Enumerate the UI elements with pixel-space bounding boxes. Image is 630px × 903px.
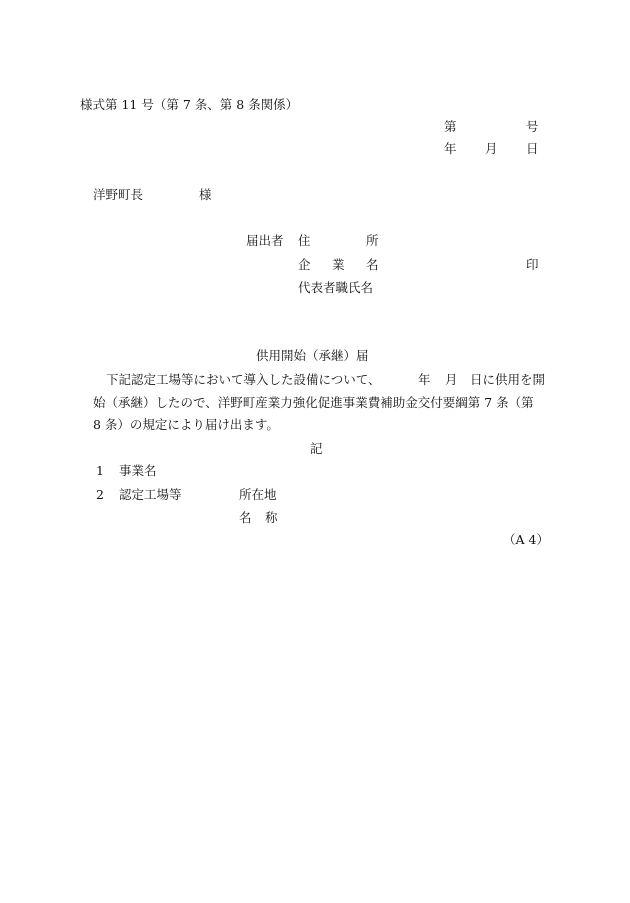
addressee-honorific: 様 (199, 187, 212, 202)
item-1-label: 事業名 (119, 463, 157, 478)
item-2-name-label-2: 称 (265, 510, 278, 525)
date-month: 月 (485, 141, 498, 156)
seal-mark: 印 (526, 257, 539, 272)
address-label-2: 所 (366, 233, 379, 248)
item-2-location-label: 所在地 (239, 487, 277, 502)
note-mark: 記 (310, 441, 323, 456)
body-line-3: 8 条）の規定により届け出ます。 (93, 417, 279, 432)
addressee-name: 洋野町長 (93, 187, 144, 202)
date-year: 年 (444, 141, 457, 156)
body-line-1c: 日に供用を開 (470, 372, 546, 387)
paper-size-note: （A 4） (503, 532, 549, 547)
company-label-2: 業 (332, 257, 345, 272)
body-line-1-year: 年 (418, 372, 431, 387)
item-2-number: 2 (96, 487, 104, 502)
body-line-1-month: 月 (445, 372, 458, 387)
representative-label: 代表者職氏名 (298, 280, 374, 295)
company-label-1: 企 (298, 257, 311, 272)
item-1-number: 1 (96, 463, 104, 478)
applicant-label: 届出者 (246, 233, 284, 248)
form-title: 様式第 11 号（第 7 条、第 8 条関係） (80, 97, 299, 112)
body-line-1a: 下記認定工場等において導入した設備について、 (106, 372, 381, 387)
item-2-name-label-1: 名 (239, 510, 252, 525)
item-2-label: 認定工場等 (119, 487, 182, 502)
address-label-1: 住 (298, 233, 311, 248)
company-label-3: 名 (366, 257, 379, 272)
document-title: 供用開始（承継）届 (256, 348, 369, 363)
doc-number-prefix: 第 (444, 119, 457, 134)
body-line-2: 始（承継）したので、洋野町産業力強化促進事業費補助金交付要綱第 7 条（第 (93, 395, 534, 410)
doc-number-suffix: 号 (526, 119, 539, 134)
date-day: 日 (526, 141, 539, 156)
